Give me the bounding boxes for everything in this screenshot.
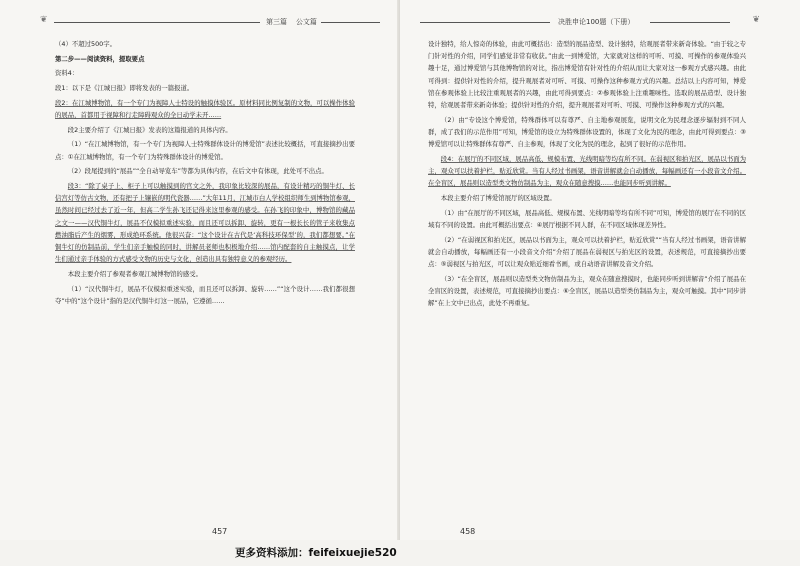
- paragraph: （2）由“专设这个博爱馆，特殊群体可以有尊严、自主地参观展览，说明文化为民理念逐步辐射到不同人群，成了我们的示范作用”可知，博爱馆的设立为特殊群体设置的，体现了文化为民的理念，由此可得到要点：③博爱馆可以让特殊群体有尊严、自主参观，体现了文化为民的理念，起到了很好的示范作用。: [428, 115, 746, 149]
- footer: [0, 540, 800, 566]
- material-label: 资料4：: [55, 69, 79, 78]
- left-header-title: [262, 17, 321, 27]
- leaf-ornament-icon: ❦: [40, 15, 48, 25]
- header-rule: [54, 22, 260, 23]
- paragraph: 本段主要介绍了博爱馆展厅的区域设置。: [440, 193, 556, 202]
- paragraph: （3）“在全盲区，展品则以造型类文物仿制品为主，观众在随意搜摸时，也能同步听到讲解音”介绍了展品在全盲区的设置，表述规范，可直接摘抄出要点：⑥全盲区，展品以造型类仿制品为主，观众可触摸。其中“同步讲解”在上文中已出点，此处不再重复。: [428, 274, 746, 308]
- step-heading: 第二步——阅读资料，提取要点: [55, 54, 145, 63]
- paragraph: （1）“在江城博物馆，有一个专门为视障人士特殊群体设计的博爱馆”表述比较概括，可直接摘抄出要点：①在江城博物馆，有一个专门为特殊群体设计的博爱馆。: [55, 140, 355, 161]
- paragraph: 段2主要介绍了《江城日报》发表的这篇报道的具体内容。: [67, 125, 232, 134]
- paragraph: 设计独特，给人惊奇的体验，由此可概括出：造型的展品造型、设计独特，给观展者带来新奇体验。“由于较之专门针对性的介绍，同学们感觉非常有收获。”由此一到博爱馆，大家就对这样的可听、可摸、可操作的参观体验兴趣十足，通过博爱馆与其他博物馆的对比，指出博爱馆有针对性的介绍从而让大家对这一参观方式感兴趣。由此可得到：提供针对性的介绍，提升观展者对可听、可摸、可操作这种参观方式的兴趣。总结以上内容可知，博爱馆在参观体验上比较注重观展者的兴趣，由此可得到要点：②参观体验上注重趣味性。选取的展品造型、设计独特，给观展者带来新奇体验；提供针对性的介绍，提升观展者对可听、可摸、可操作这种参观方式的兴趣。: [428, 40, 746, 110]
- right-page-header: [420, 12, 760, 28]
- paragraph: 段1：以下是《江城日报》即将发表的一篇报道。: [55, 84, 194, 93]
- paragraph: （1）由“在展厅的不同区域，展品高低、规模布置、光线明暗等均有所不同”可知，博爱馆的展厅在不同的区域有不同的设置。由此可概括出要点：④展厅根据不同人群，在不同区域体现差异性。: [428, 208, 746, 229]
- header-rule: [420, 22, 550, 23]
- paragraph: 段4：在展厅的不同区域，展品高低、规模布置、光线明暗等均有所不同。在弱视区和拍光区，展品以书面为主，观众可以扶着护栏，贴近欣赏。当有人经过书画架，语音讲解就会自动播放，每幅画还有一小段音文介绍。在全盲区，展品则以造型类文物仿制品为主，观众在随意搜摸……也能同步听到讲解。: [428, 154, 746, 188]
- paragraph: （2）“在弱视区和拍光区，展品以书面为主，观众可以扶着护栏，贴近欣赏”“当有人经过书画架，语音讲解就会自动播放，每幅画还有一小段音文介绍”介绍了展品在弱视区与拍光区的设置，表述规范，可直接摘抄出要点：⑤弱视区与拍光区，可以让观众贴近细看书画，或自动语音讲解及音文介绍。: [428, 235, 746, 268]
- header-rule: [650, 22, 730, 23]
- left-page-body: [55, 38, 355, 310]
- left-page-header: [40, 12, 380, 28]
- right-header-title: 决胜申论100题（下册）: [554, 17, 638, 27]
- leaf-ornament-icon: ❦: [752, 15, 760, 25]
- page-number: 458: [460, 527, 476, 536]
- paragraph: （2）段尾提到的“展品”“全自动导览车”等都为具体内容，在后文中有体现，此处可不出点。: [67, 167, 328, 176]
- header-chapter: 公文篇: [295, 18, 317, 26]
- header-section: 第三篇: [266, 18, 287, 26]
- page-number: 457: [212, 527, 228, 536]
- paragraph: 本段主要介绍了参观者参观江城博物馆的感受。: [67, 269, 202, 278]
- right-page: [400, 0, 800, 540]
- left-page: [0, 0, 400, 540]
- paragraph: 段3：“除了桌子上、柜子上可以触摸到的官文之外，我印象比较深的展品，有设计精巧的铜牛灯、长信宫灯等仿古文物，还有把子上镶嵌的明代瓷器……”大年11月，江城市白人学校组织师生到博物馆参观，虽然时间已经过去了近一年，但高二学生孙飞还记得来这里参观的感受。在孙飞的印象中，博物馆的藏品之文一——汉代铜牛灯，展品不仅模拟重述实验，而且还可以拆卸、旋转，更有一根长长的管子来收集点燃油脂后产生的烟雾，形成绝环系统。他很兴奋：“这个设计在古代是‘高科技环保型’的，我们都想要。”在铜牛灯的仿制品前，学生们亲手触模的同时，讲解员老师也积极地介绍……馆内配套的自主触摸点，让学生们通过亲手体验的方式感受文物的历史与文化，创造出具有独特意义的参观经历。: [55, 182, 355, 264]
- paragraph: （1）“汉代铜牛灯，展品不仅模拟重述实验，而且还可以拆卸、旋转……”“这个设计……我们都很想夺”中的“这个设计”指的是汉代铜牛灯这一展品，它遵循……: [55, 284, 355, 305]
- paragraph: 段2：在江城博物馆，有一个专门为视障人士特设的触摸体验区。原材料同比例复制的文物，可以操作体验的展品，首都用于视障和行走障碍观众的全日动学未开……: [55, 98, 355, 120]
- right-page-body: [428, 38, 746, 312]
- footer-text: 更多资料添加：feifeixuejie520: [235, 547, 397, 559]
- paragraph: （4）不超过500字。: [55, 40, 116, 48]
